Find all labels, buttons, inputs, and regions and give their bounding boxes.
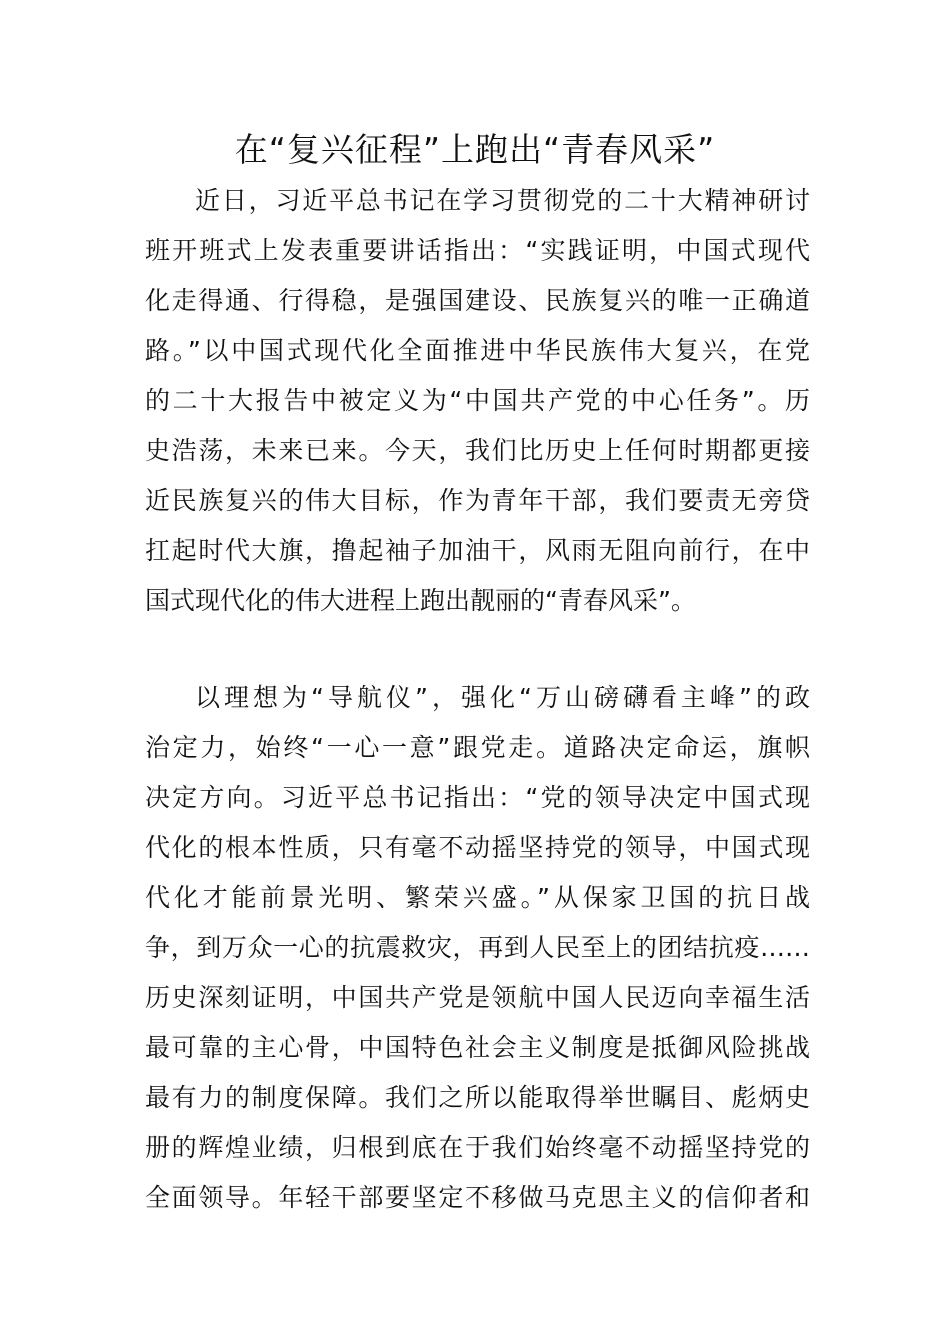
paragraph-line: 路。”以中国式现代化全面推进中华民族伟大复兴，在党 bbox=[145, 336, 810, 365]
paragraph-line: 历史深刻证明，中国共产党是领航中国人民迈向幸福生活 bbox=[145, 983, 810, 1012]
paragraph-line: 史浩荡，未来已来。今天，我们比历史上任何时期都更接 bbox=[145, 436, 810, 465]
paragraph-line: 治定力，始终“一心一意”跟党走。道路决定命运，旗帜 bbox=[145, 733, 810, 762]
paragraph-line: 化走得通、行得稳，是强国建设、民族复兴的唯一正确道 bbox=[145, 286, 810, 315]
paragraph-line: 近日，习近平总书记在学习贯彻党的二十大精神研讨 bbox=[195, 186, 810, 215]
paragraph-line: 班开班式上发表重要讲话指出：“实践证明，中国式现代 bbox=[145, 236, 810, 265]
paragraph-line: 全面领导。年轻干部要坚定不移做马克思主义的信仰者和 bbox=[145, 1183, 810, 1212]
paragraph-line: 以理想为“导航仪”，强化“万山磅礴看主峰”的政 bbox=[195, 683, 810, 712]
paragraph-line: 代化的根本性质，只有毫不动摇坚持党的领导，中国式现 bbox=[145, 833, 810, 862]
paragraph-line: 扛起时代大旗，撸起袖子加油干，风雨无阻向前行，在中 bbox=[145, 536, 810, 565]
paragraph-line: 册的辉煌业绩，归根到底在于我们始终毫不动摇坚持党的 bbox=[145, 1133, 810, 1162]
paragraph-line: 近民族复兴的伟大目标，作为青年干部，我们要责无旁贷 bbox=[145, 486, 810, 515]
paragraph-line: 最有力的制度保障。我们之所以能取得举世瞩目、彪炳史 bbox=[145, 1083, 810, 1112]
paragraph-line: 最可靠的主心骨，中国特色社会主义制度是抵御风险挑战 bbox=[145, 1033, 810, 1062]
paragraph-line: 决定方向。习近平总书记指出：“党的领导决定中国式现 bbox=[145, 783, 810, 812]
paragraph-2 bbox=[145, 673, 810, 1223]
paragraph-line: 国式现代化的伟大进程上跑出靓丽的“青春风采”。 bbox=[145, 586, 696, 615]
paragraph-line: 争，到万众一心的抗震救灾，再到人民至上的团结抗疫…… bbox=[145, 933, 810, 962]
paragraph-1 bbox=[145, 176, 810, 626]
document-title: 在“复兴征程”上跑出“青春风采” bbox=[234, 130, 716, 169]
paragraph-line: 代化才能前景光明、繁荣兴盛。”从保家卫国的抗日战 bbox=[145, 883, 810, 912]
paragraph-line: 的二十大报告中被定义为“中国共产党的中心任务”。历 bbox=[145, 386, 810, 415]
